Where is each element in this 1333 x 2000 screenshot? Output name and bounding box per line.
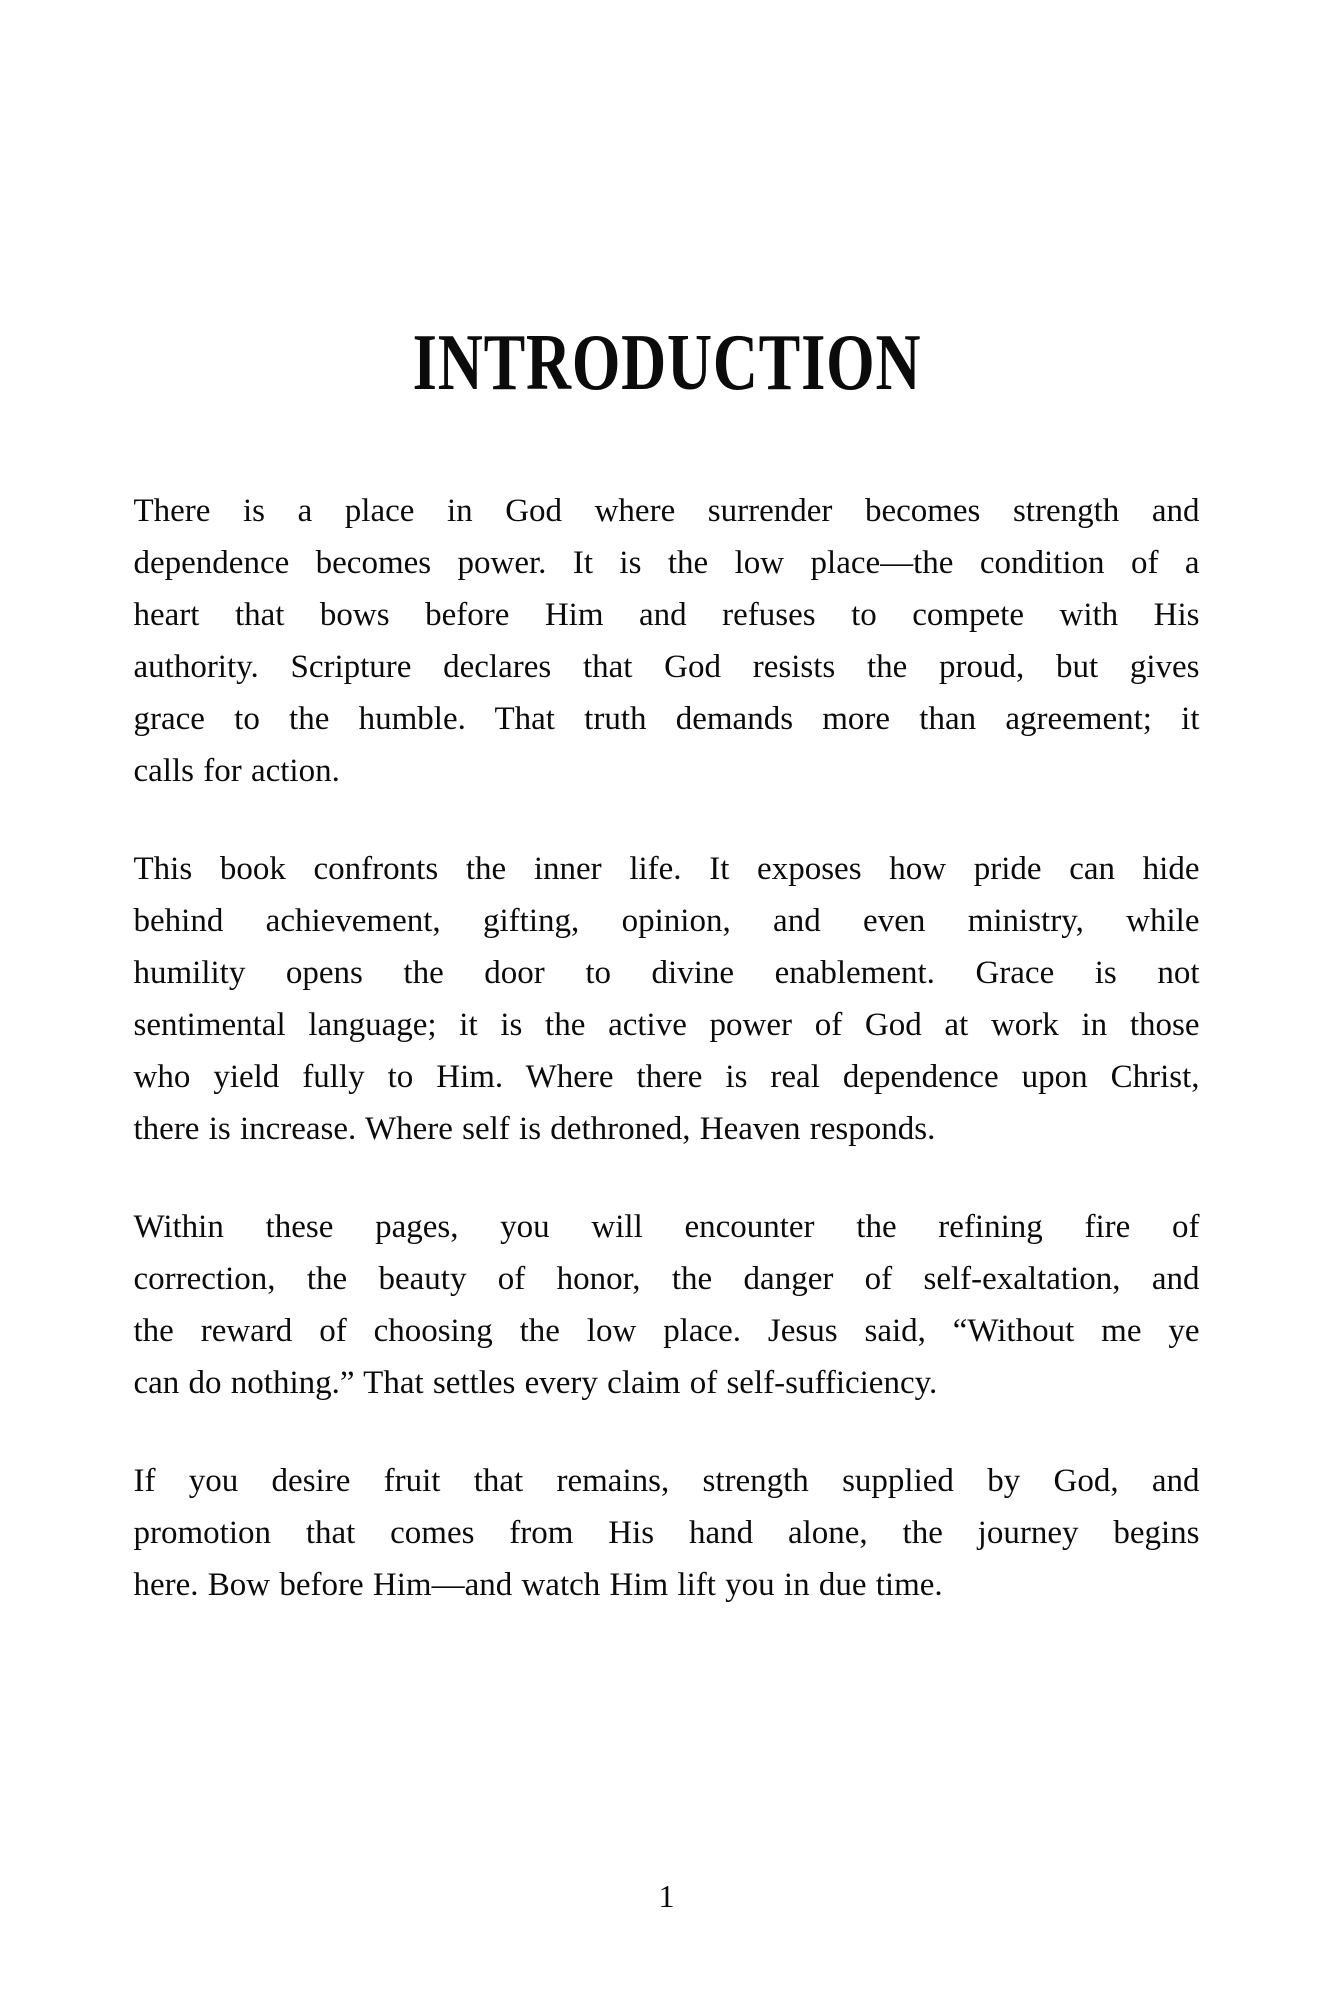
text-line: who yield fully to Him. Where there is real dependence upon Christ, bbox=[133, 1059, 1200, 1095]
text-line: If you desire fruit that remains, strength supplied by God, and bbox=[133, 1463, 1200, 1499]
text-line: humility opens the door to divine enablement. Grace is not bbox=[133, 955, 1200, 991]
text-line: sentimental language; it is the active power of God at work in those bbox=[133, 1007, 1200, 1043]
text-line: heart that bows before Him and refuses to compete with His bbox=[133, 597, 1200, 633]
text-block bbox=[134, 0, 1200, 1611]
paragraph bbox=[134, 1455, 1200, 1611]
text-line: There is a place in God where surrender becomes strength and bbox=[133, 493, 1200, 529]
page-number: 1 bbox=[658, 1878, 675, 1914]
page-title: INTRODUCTION bbox=[412, 319, 921, 407]
text-line: correction, the beauty of honor, the danger of self-exaltation, and bbox=[133, 1261, 1200, 1297]
text-line: the reward of choosing the low place. Jesus said, “Without me ye bbox=[133, 1313, 1200, 1349]
text-line: grace to the humble. That truth demands more than agreement; it bbox=[133, 701, 1200, 737]
text-line: calls for action. bbox=[133, 753, 340, 789]
text-line: here. Bow before Him—and watch Him lift you in due time. bbox=[133, 1567, 943, 1603]
text-line: dependence becomes power. It is the low place—the condition of a bbox=[133, 545, 1200, 581]
text-line: This book confronts the inner life. It exposes how pride can hide bbox=[133, 851, 1200, 887]
text-line: promotion that comes from His hand alone, the journey begins bbox=[133, 1515, 1200, 1551]
paragraph bbox=[134, 1201, 1200, 1409]
text-line: behind achievement, gifting, opinion, and even ministry, while bbox=[133, 903, 1200, 939]
text-line: can do nothing.” That settles every claim of self-sufficiency. bbox=[133, 1365, 938, 1401]
text-line: there is increase. Where self is dethroned, Heaven responds. bbox=[133, 1111, 936, 1147]
paragraph bbox=[134, 485, 1200, 797]
paragraph bbox=[134, 843, 1200, 1155]
body-text bbox=[134, 485, 1200, 1611]
text-line: authority. Scripture declares that God resists the proud, but gives bbox=[133, 649, 1200, 685]
text-line: Within these pages, you will encounter the refining fire of bbox=[133, 1209, 1200, 1245]
